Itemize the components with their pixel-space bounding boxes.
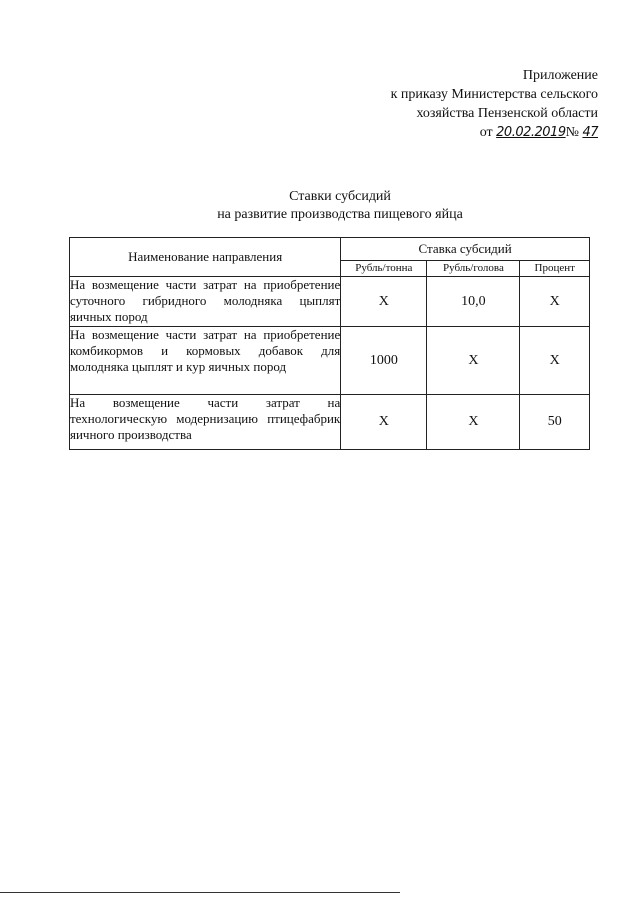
row-name: На возмещение части затрат на приобретение суточного гибридного молодняка цыплят яичных пород: [70, 277, 341, 327]
table-header-row: [70, 238, 590, 261]
number-sign: №: [565, 125, 579, 140]
order-number: 47: [582, 125, 598, 140]
document-title: [0, 188, 640, 224]
row-per-ton: 1000: [341, 327, 427, 395]
order-reference: к приказу Министерства сельского: [390, 87, 598, 102]
row-per-ton: Х: [341, 277, 427, 327]
column-header-percent: Процент: [520, 260, 590, 276]
appendix-label: Приложение: [522, 68, 598, 83]
scan-edge-line: [0, 892, 400, 893]
column-header-name: Наименование направления: [70, 238, 341, 277]
row-name: На возмещение части затрат на приобретение комбикормов и кормовых добавок для молодняка цыплят и кур яичных пород: [70, 327, 341, 395]
row-name: На возмещение части затрат на технологическую модернизацию птицефабрик яичного производства: [70, 395, 341, 450]
subsidy-rates-table: [69, 237, 590, 450]
row-percent: Х: [520, 277, 590, 327]
row-per-head: Х: [427, 395, 520, 450]
ministry-region: хозяйства Пензенской области: [416, 106, 598, 121]
column-header-rate: Ставка субсидий: [341, 238, 590, 261]
row-per-head: 10,0: [427, 277, 520, 327]
order-date: 20.02.2019: [496, 125, 566, 140]
table-row: [70, 327, 590, 395]
column-header-per-ton: Рубль/тонна: [341, 260, 427, 276]
date-prefix: от: [479, 125, 493, 140]
table-row: [70, 395, 590, 450]
row-percent: 50: [520, 395, 590, 450]
row-per-ton: Х: [341, 395, 427, 450]
row-per-head: Х: [427, 327, 520, 395]
column-header-per-head: Рубль/голова: [427, 260, 520, 276]
title-line-2: на развитие производства пищевого яйца: [217, 207, 463, 222]
order-date-number: [391, 123, 598, 142]
table-row: [70, 277, 590, 327]
title-line-1: Ставки субсидий: [289, 189, 391, 204]
appendix-header: [391, 66, 598, 142]
row-percent: Х: [520, 327, 590, 395]
